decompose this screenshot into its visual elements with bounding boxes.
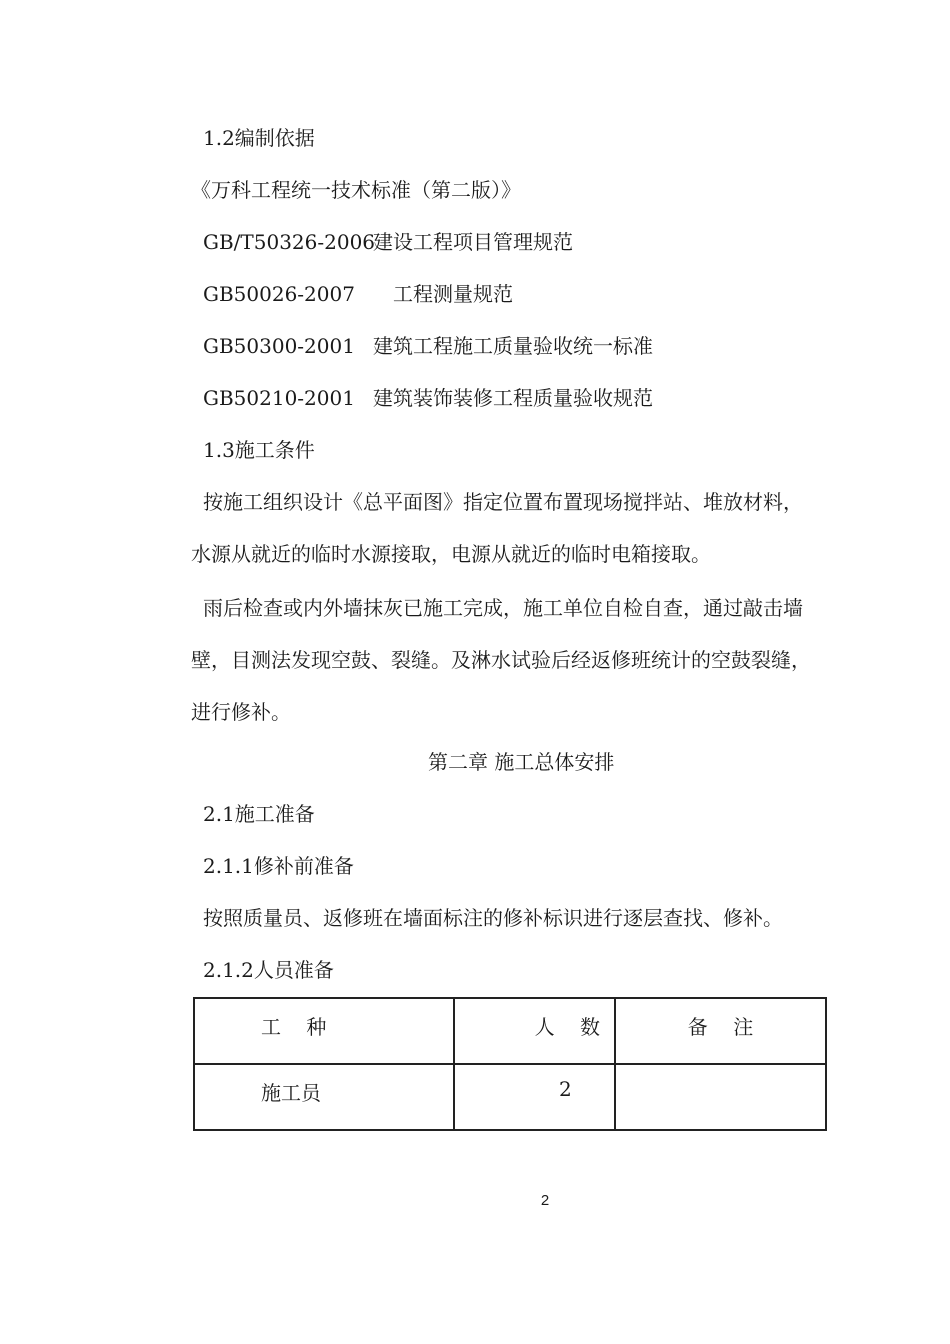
cell-note	[615, 1064, 826, 1130]
standard-line	[203, 384, 653, 412]
standard-title: 建设工程项目管理规范	[373, 230, 573, 254]
standard-code: GB50210-2001	[203, 386, 355, 410]
paragraph-line: 按照质量员、返修班在墙面标注的修补标识进行逐层查找、修补。	[203, 906, 783, 930]
standard-title: 建筑工程施工质量验收统一标准	[373, 334, 653, 358]
paragraph-line: 按施工组织设计《总平面图》指定位置布置现场搅拌站、堆放材料，	[203, 490, 803, 514]
chapter-title: 第二章 施工总体安排	[428, 750, 615, 774]
paragraph-line: 雨后检查或内外墙抹灰已施工完成，施工单位自检自查，通过敲击墙	[203, 596, 803, 620]
paragraph-line: 进行修补。	[191, 700, 291, 724]
table-header-row	[194, 998, 826, 1064]
standard-code: GB/T50326-2006	[203, 230, 376, 254]
heading-1-3: 1.3施工条件	[203, 438, 315, 462]
staff-table	[193, 997, 827, 1131]
header-cell-type: 工 种	[194, 998, 454, 1064]
header-cell-count: 人 数	[454, 998, 615, 1064]
standard-code: GB50026-2007	[203, 282, 355, 306]
standard-line	[203, 280, 513, 308]
heading-1-2: 1.2编制依据	[203, 126, 315, 150]
standard-code: GB50300-2001	[203, 334, 355, 358]
heading-2-1: 2.1施工准备	[203, 802, 315, 826]
paragraph-line: 水源从就近的临时水源接取，电源从就近的临时电箱接取。	[191, 542, 711, 566]
standard-title: 工程测量规范	[393, 282, 513, 306]
reference-book: 《万科工程统一技术标准（第二版）》	[191, 178, 521, 202]
standard-line	[203, 332, 653, 360]
cell-type: 施工员	[194, 1064, 454, 1130]
header-cell-note: 备 注	[615, 998, 826, 1064]
heading-2-1-2: 2.1.2人员准备	[203, 958, 334, 982]
standard-line	[203, 228, 573, 256]
page-number: 2	[540, 1192, 550, 1209]
heading-2-1-1: 2.1.1修补前准备	[203, 854, 354, 878]
table-row	[194, 1064, 826, 1130]
standard-title: 建筑装饰装修工程质量验收规范	[373, 386, 653, 410]
cell-count: 2	[454, 1064, 615, 1130]
paragraph-line: 壁，目测法发现空鼓、裂缝。及淋水试验后经返修班统计的空鼓裂缝，	[191, 648, 811, 672]
